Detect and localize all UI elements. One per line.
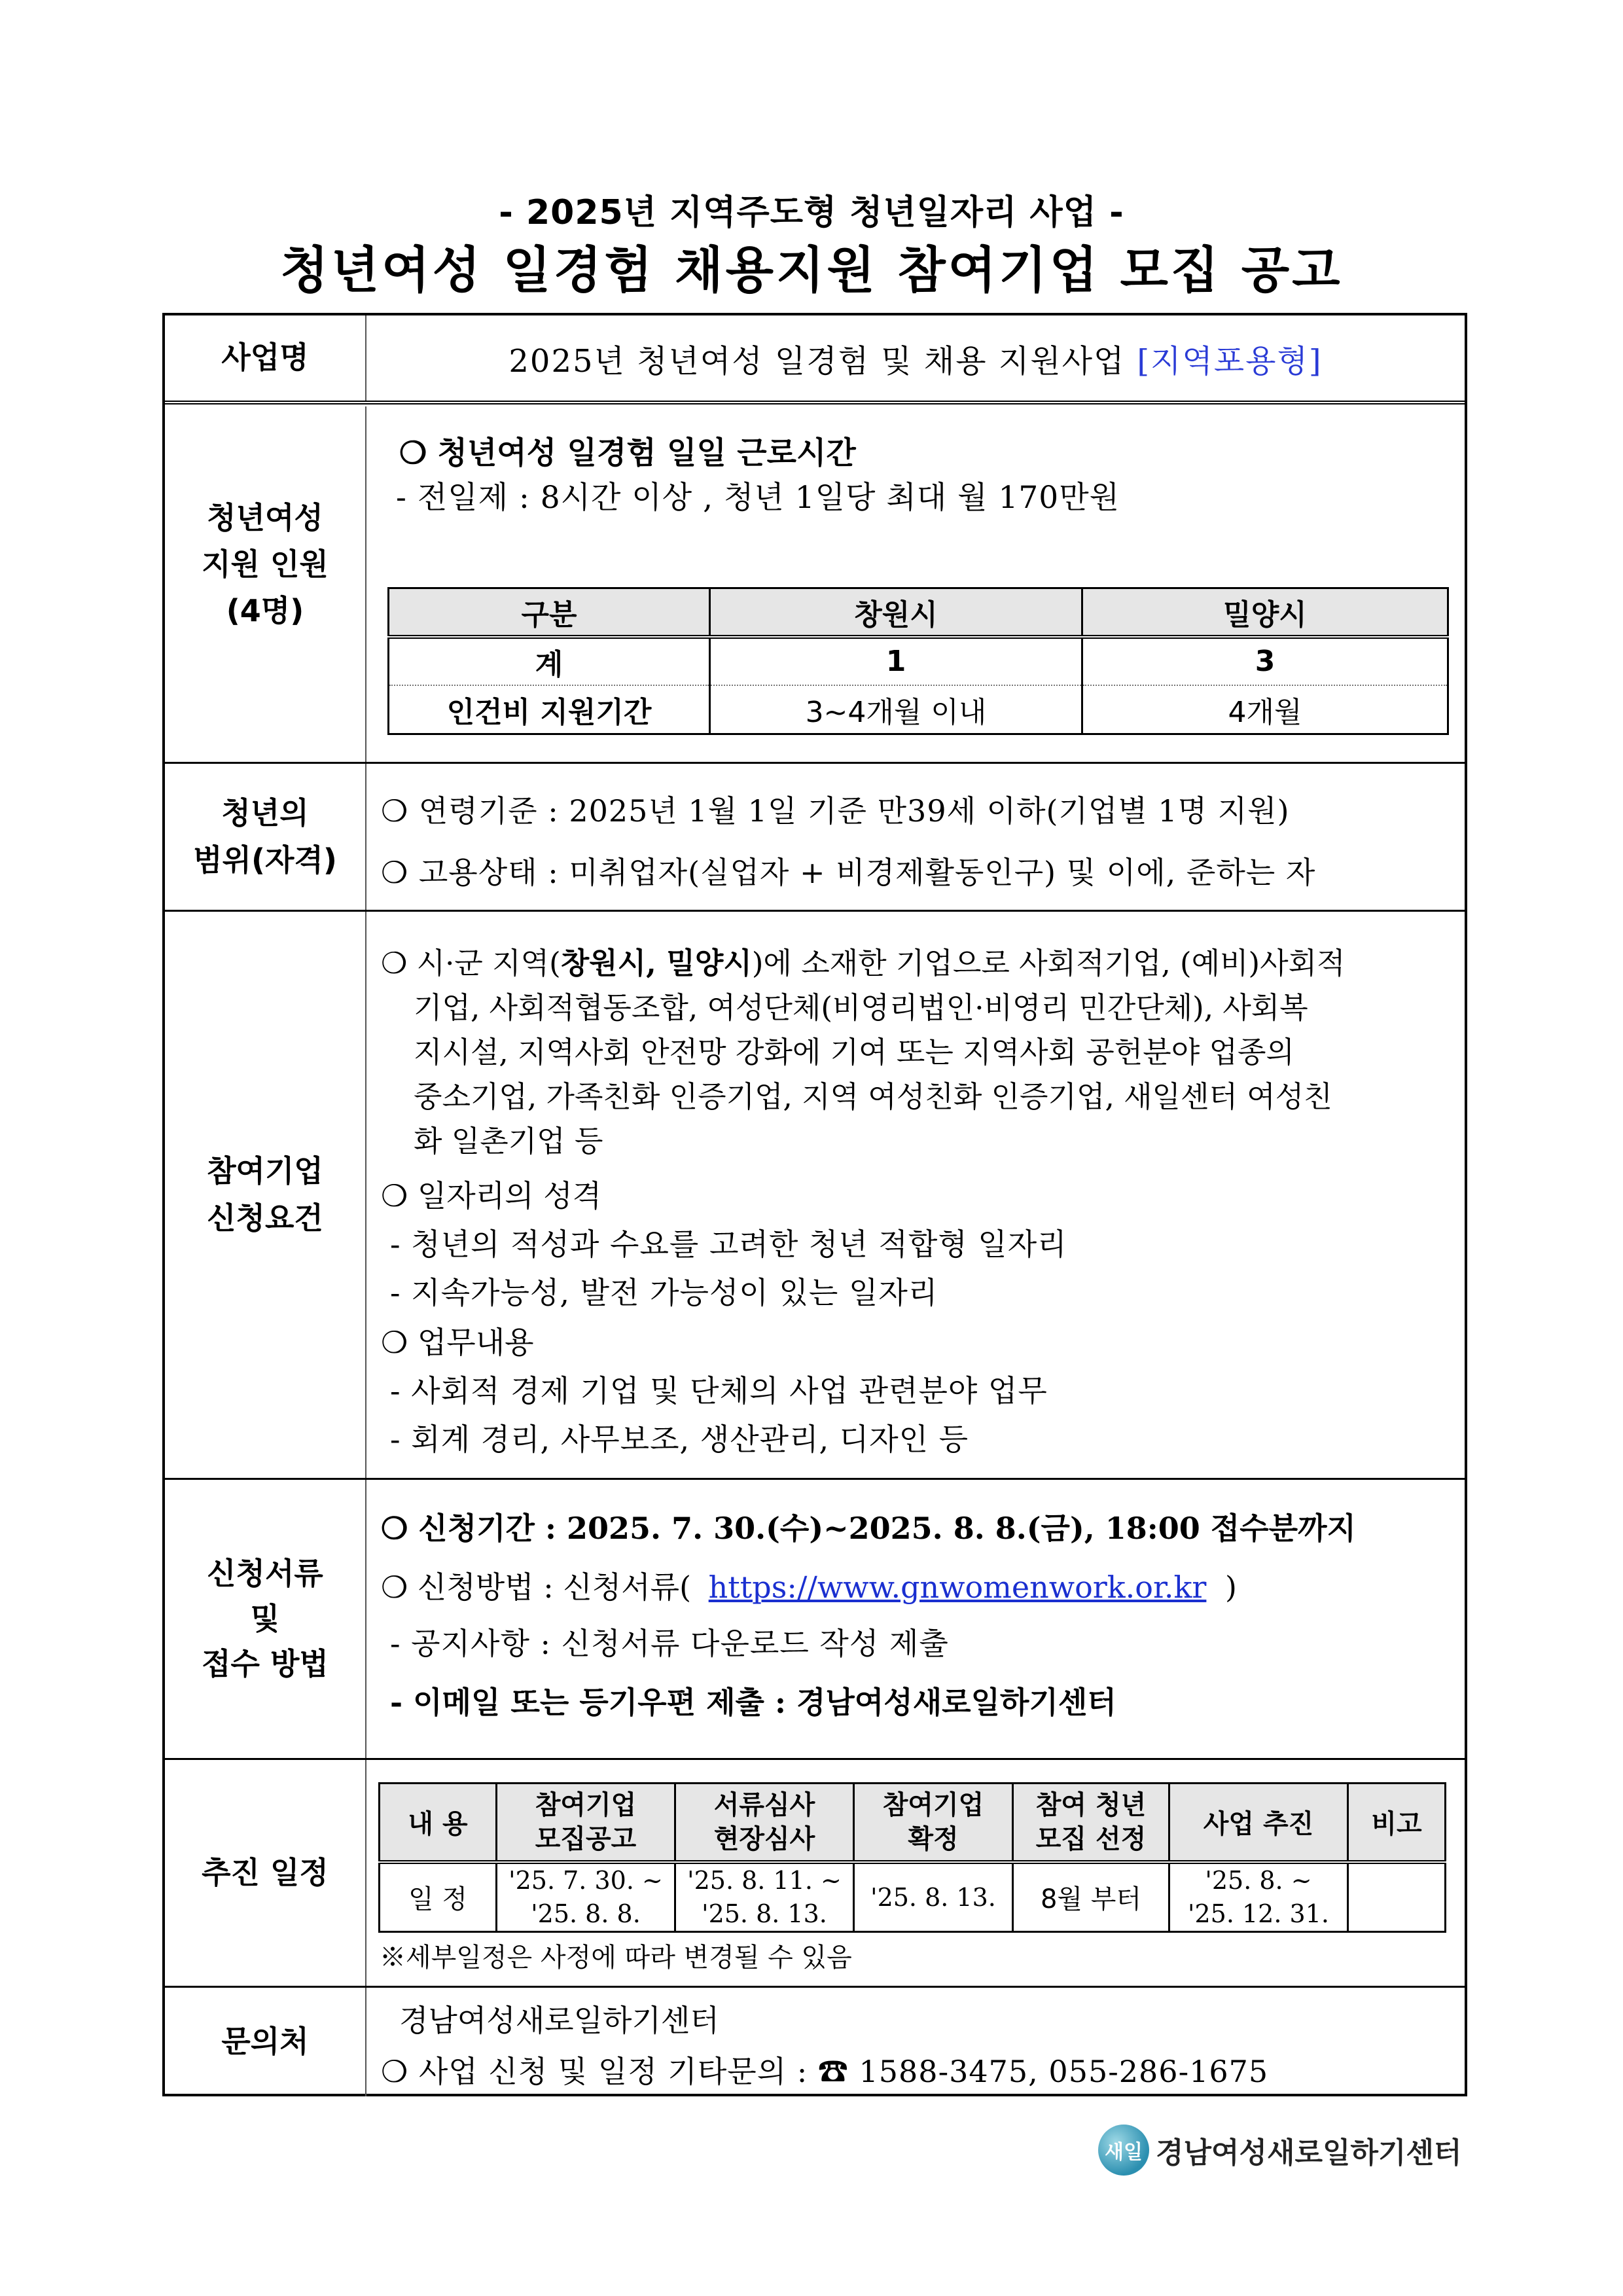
label-line: 접수 방법 xyxy=(202,1646,329,1681)
schedule-cell: '25. 8. 13. xyxy=(854,1862,1013,1932)
quota-header: 밀양시 xyxy=(1082,588,1448,637)
row-application xyxy=(165,1480,1465,1760)
label-requirements xyxy=(165,912,366,1478)
para-prefix: ❍ 시·군 지역( xyxy=(381,946,561,980)
schedule-header: 참여기업 확정 xyxy=(854,1784,1013,1862)
quota-cell: 계 xyxy=(389,637,710,685)
job-item: - 지속가능성, 발전 가능성이 있는 일자리 xyxy=(390,1275,938,1310)
label-line: 신청서류 xyxy=(207,1556,323,1591)
label-line: 범위(자격) xyxy=(193,842,337,878)
requirements-para-line: 중소기업, 가족친화 인증기업, 지역 여성친화 인증기업, 새일센터 여성친 xyxy=(414,1079,1332,1114)
application-method xyxy=(381,1564,1237,1607)
quota-cell: 3 xyxy=(1082,637,1448,685)
schedule-cell: 일 정 xyxy=(380,1862,497,1932)
label-line: 청년여성 xyxy=(207,499,323,535)
label-contact: 문의처 xyxy=(165,1988,366,2096)
support-heading: ❍ 청년여성 일경험 일일 근로시간 xyxy=(399,435,856,471)
quota-cell: 3~4개월 이내 xyxy=(710,685,1082,734)
quota-cell: 1 xyxy=(710,637,1082,685)
application-period: ❍ 신청기간 : 2025. 7. 30.(수)~2025. 8. 8.(금), 18:00 접수분까지 xyxy=(381,1511,1356,1546)
quota-cell: 4개월 xyxy=(1082,685,1448,734)
row-schedule xyxy=(165,1760,1465,1988)
schedule-header: 비고 xyxy=(1348,1784,1446,1862)
job-item: - 청년의 적성과 수요를 고려한 청년 적합형 일자리 xyxy=(390,1227,1067,1262)
row-project-name xyxy=(165,315,1465,404)
page-title: 청년여성 일경험 채용지원 참여기업 모집 공고 xyxy=(280,241,1343,299)
requirements-para-line: 지시설, 지역사회 안전망 강화에 기여 또는 지역사회 공헌분야 업종의 xyxy=(414,1035,1294,1069)
schedule-cell: '25. 8. 11. ~ '25. 8. 13. xyxy=(675,1862,854,1932)
quota-header: 구분 xyxy=(389,588,710,637)
quota-header: 창원시 xyxy=(710,588,1082,637)
schedule-cell xyxy=(1348,1862,1446,1932)
requirements-para-first xyxy=(381,939,1346,982)
method-prefix: ❍ 신청방법 : 신청서류( xyxy=(381,1570,692,1605)
quota-cell: 인건비 지원기간 xyxy=(389,685,710,734)
label-line: 참여기업 xyxy=(207,1153,323,1189)
application-notice: - 공지사항 : 신청서류 다운로드 작성 제출 xyxy=(390,1626,949,1661)
schedule-cell: '25. 8. ~ '25. 12. 31. xyxy=(1169,1862,1348,1932)
label-eligibility xyxy=(165,764,366,910)
label-project: 사업명 xyxy=(165,315,366,401)
schedule-cell: '25. 7. 30. ~ '25. 8. 8. xyxy=(497,1862,675,1932)
row-requirements xyxy=(165,912,1465,1480)
contact-org: 경남여성새로일하기센터 xyxy=(399,2003,719,2038)
application-submit: - 이메일 또는 등기우편 제출 : 경남여성새로일하기센터 xyxy=(390,1685,1116,1720)
contact-phone: ❍ 사업 신청 및 일정 기타문의 : ☎ 1588-3475, 055-286-1675 xyxy=(381,2054,1269,2089)
label-line: (4명) xyxy=(226,593,304,629)
requirements-para-line: 기업, 사회적협동조합, 여성단체(비영리법인·비영리 민간단체), 사회복 xyxy=(414,990,1308,1025)
para-rest: )에 소재한 기업으로 사회적기업, (예비)사회적 xyxy=(751,946,1346,980)
footer-logo xyxy=(1098,2121,1462,2179)
announcement-table xyxy=(162,313,1467,2096)
logo-mark-icon: 새일 xyxy=(1098,2125,1149,2176)
subtitle: - 2025년 지역주도형 청년일자리 사업 - xyxy=(499,193,1124,232)
label-line: 청년의 xyxy=(221,795,309,831)
row-support xyxy=(165,406,1465,764)
work-item: - 사회적 경제 기업 및 단체의 사업 관련분야 업무 xyxy=(390,1373,1048,1408)
work-heading: ❍ 업무내용 xyxy=(381,1325,534,1360)
requirements-para-line: 화 일촌기업 등 xyxy=(414,1124,603,1158)
job-heading: ❍ 일자리의 성격 xyxy=(381,1178,602,1213)
schedule-table xyxy=(378,1782,1446,1933)
project-tag: [지역포용형] xyxy=(1137,342,1323,380)
eligibility-item: ❍ 고용상태 : 미취업자(실업자 + 비경제활동인구) 및 이에, 준하는 자 xyxy=(381,855,1316,890)
schedule-header: 사업 추진 xyxy=(1169,1784,1348,1862)
label-line: 신청요건 xyxy=(207,1200,323,1236)
label-line: 및 xyxy=(250,1601,280,1636)
project-name: 2025년 청년여성 일경험 및 채용 지원사업 xyxy=(508,342,1126,380)
schedule-cell: 8월 부터 xyxy=(1013,1862,1169,1932)
schedule-header: 내 용 xyxy=(380,1784,497,1862)
schedule-note: ※세부일정은 사정에 따라 변경될 수 있음 xyxy=(380,1943,852,1973)
schedule-header: 참여기업 모집공고 xyxy=(497,1784,675,1862)
application-link[interactable]: https://www.gnwomenwork.or.kr xyxy=(708,1570,1207,1605)
label-support xyxy=(165,406,366,762)
row-eligibility xyxy=(165,764,1465,912)
label-schedule: 추진 일정 xyxy=(165,1760,366,1986)
quota-table xyxy=(387,587,1449,735)
label-application xyxy=(165,1480,366,1758)
para-bold: 창원시, 밀양시 xyxy=(560,946,752,980)
schedule-header: 서류심사 현장심사 xyxy=(675,1784,854,1862)
schedule-header: 참여 청년 모집 선정 xyxy=(1013,1784,1169,1862)
logo-text: 경남여성새로일하기센터 xyxy=(1156,2136,1462,2170)
eligibility-item: ❍ 연령기준 : 2025년 1월 1일 기준 만39세 이하(기업별 1명 지원) xyxy=(381,793,1290,829)
label-line: 지원 인원 xyxy=(202,546,329,582)
method-suffix: ) xyxy=(1225,1570,1237,1605)
row-contact xyxy=(165,1988,1465,2096)
support-detail: - 전일제 : 8시간 이상 , 청년 1일당 최대 월 170만원 xyxy=(396,480,1120,516)
work-item: - 회계 경리, 사무보조, 생산관리, 디자인 등 xyxy=(390,1422,969,1457)
